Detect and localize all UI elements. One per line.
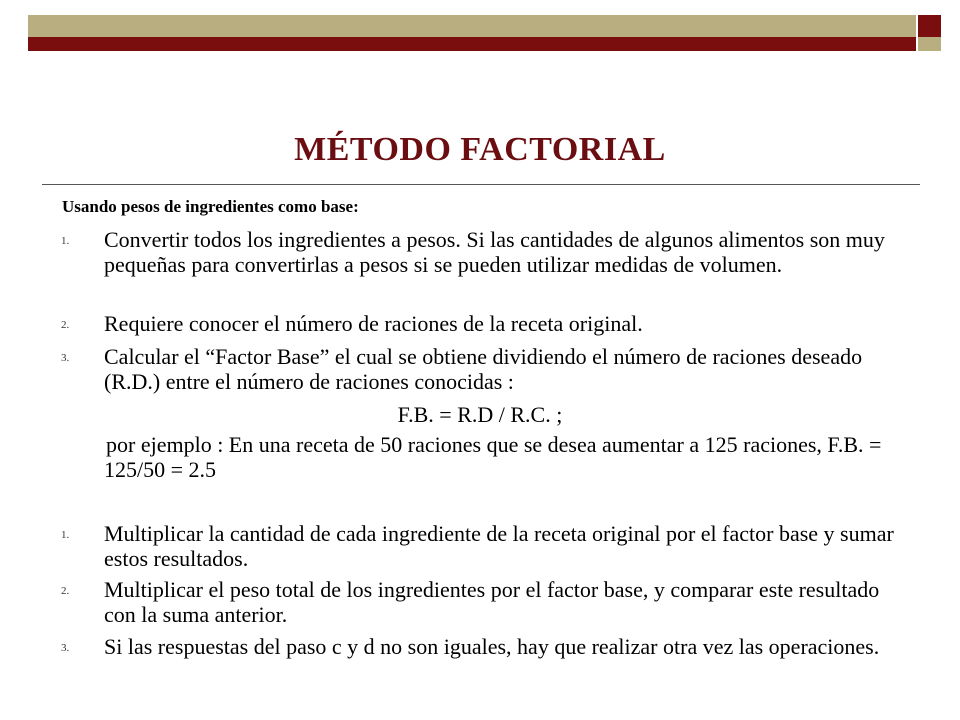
- intro-text: Usando pesos de ingredientes como base:: [62, 197, 359, 216]
- list-number: 2.: [61, 319, 70, 331]
- list-number: 1.: [61, 529, 70, 541]
- list-text: Multiplicar la cantidad de cada ingrediente de la receta original por el factor base y sumar estos resultados.: [104, 521, 894, 571]
- list-text: Calcular el “Factor Base” el cual se obtiene dividiendo el número de raciones deseado (R.D.) entre el número de raciones conocidas :: [104, 344, 863, 394]
- list-text: Si las respuestas del paso c y d no son iguales, hay que realizar otra vez las operaciones.: [104, 634, 880, 659]
- slide-title: MÉTODO FACTORIAL: [294, 131, 666, 168]
- title-rule: [42, 184, 920, 185]
- list-text: Requiere conocer el número de raciones de la receta original.: [104, 311, 643, 336]
- list-text: Convertir todos los ingredientes a pesos. Si las cantidades de algunos alimentos son muy pequeñas para convertirlas a pesos si se pueden utilizar medidas de volumen.: [104, 227, 885, 277]
- header-separator: [916, 15, 918, 51]
- list-number: 3.: [61, 642, 70, 654]
- header-corner-olive: [918, 37, 941, 51]
- formula-line: F.B. = R.D / R.C. ;: [397, 402, 563, 427]
- list-text: Multiplicar el peso total de los ingredientes por el factor base, y comparar este resultado con la suma anterior.: [104, 577, 880, 627]
- list-number: 1.: [61, 235, 70, 247]
- list-number: 2.: [61, 585, 70, 597]
- header-corner-maroon: [918, 15, 941, 37]
- example-text: por ejemplo : En una receta de 50 raciones que se desea aumentar a 125 raciones, F.B. = 125/50 = 2.5: [104, 432, 882, 482]
- header-band-maroon: [28, 37, 916, 51]
- list-number: 3.: [61, 352, 70, 364]
- header-band-olive: [28, 15, 916, 37]
